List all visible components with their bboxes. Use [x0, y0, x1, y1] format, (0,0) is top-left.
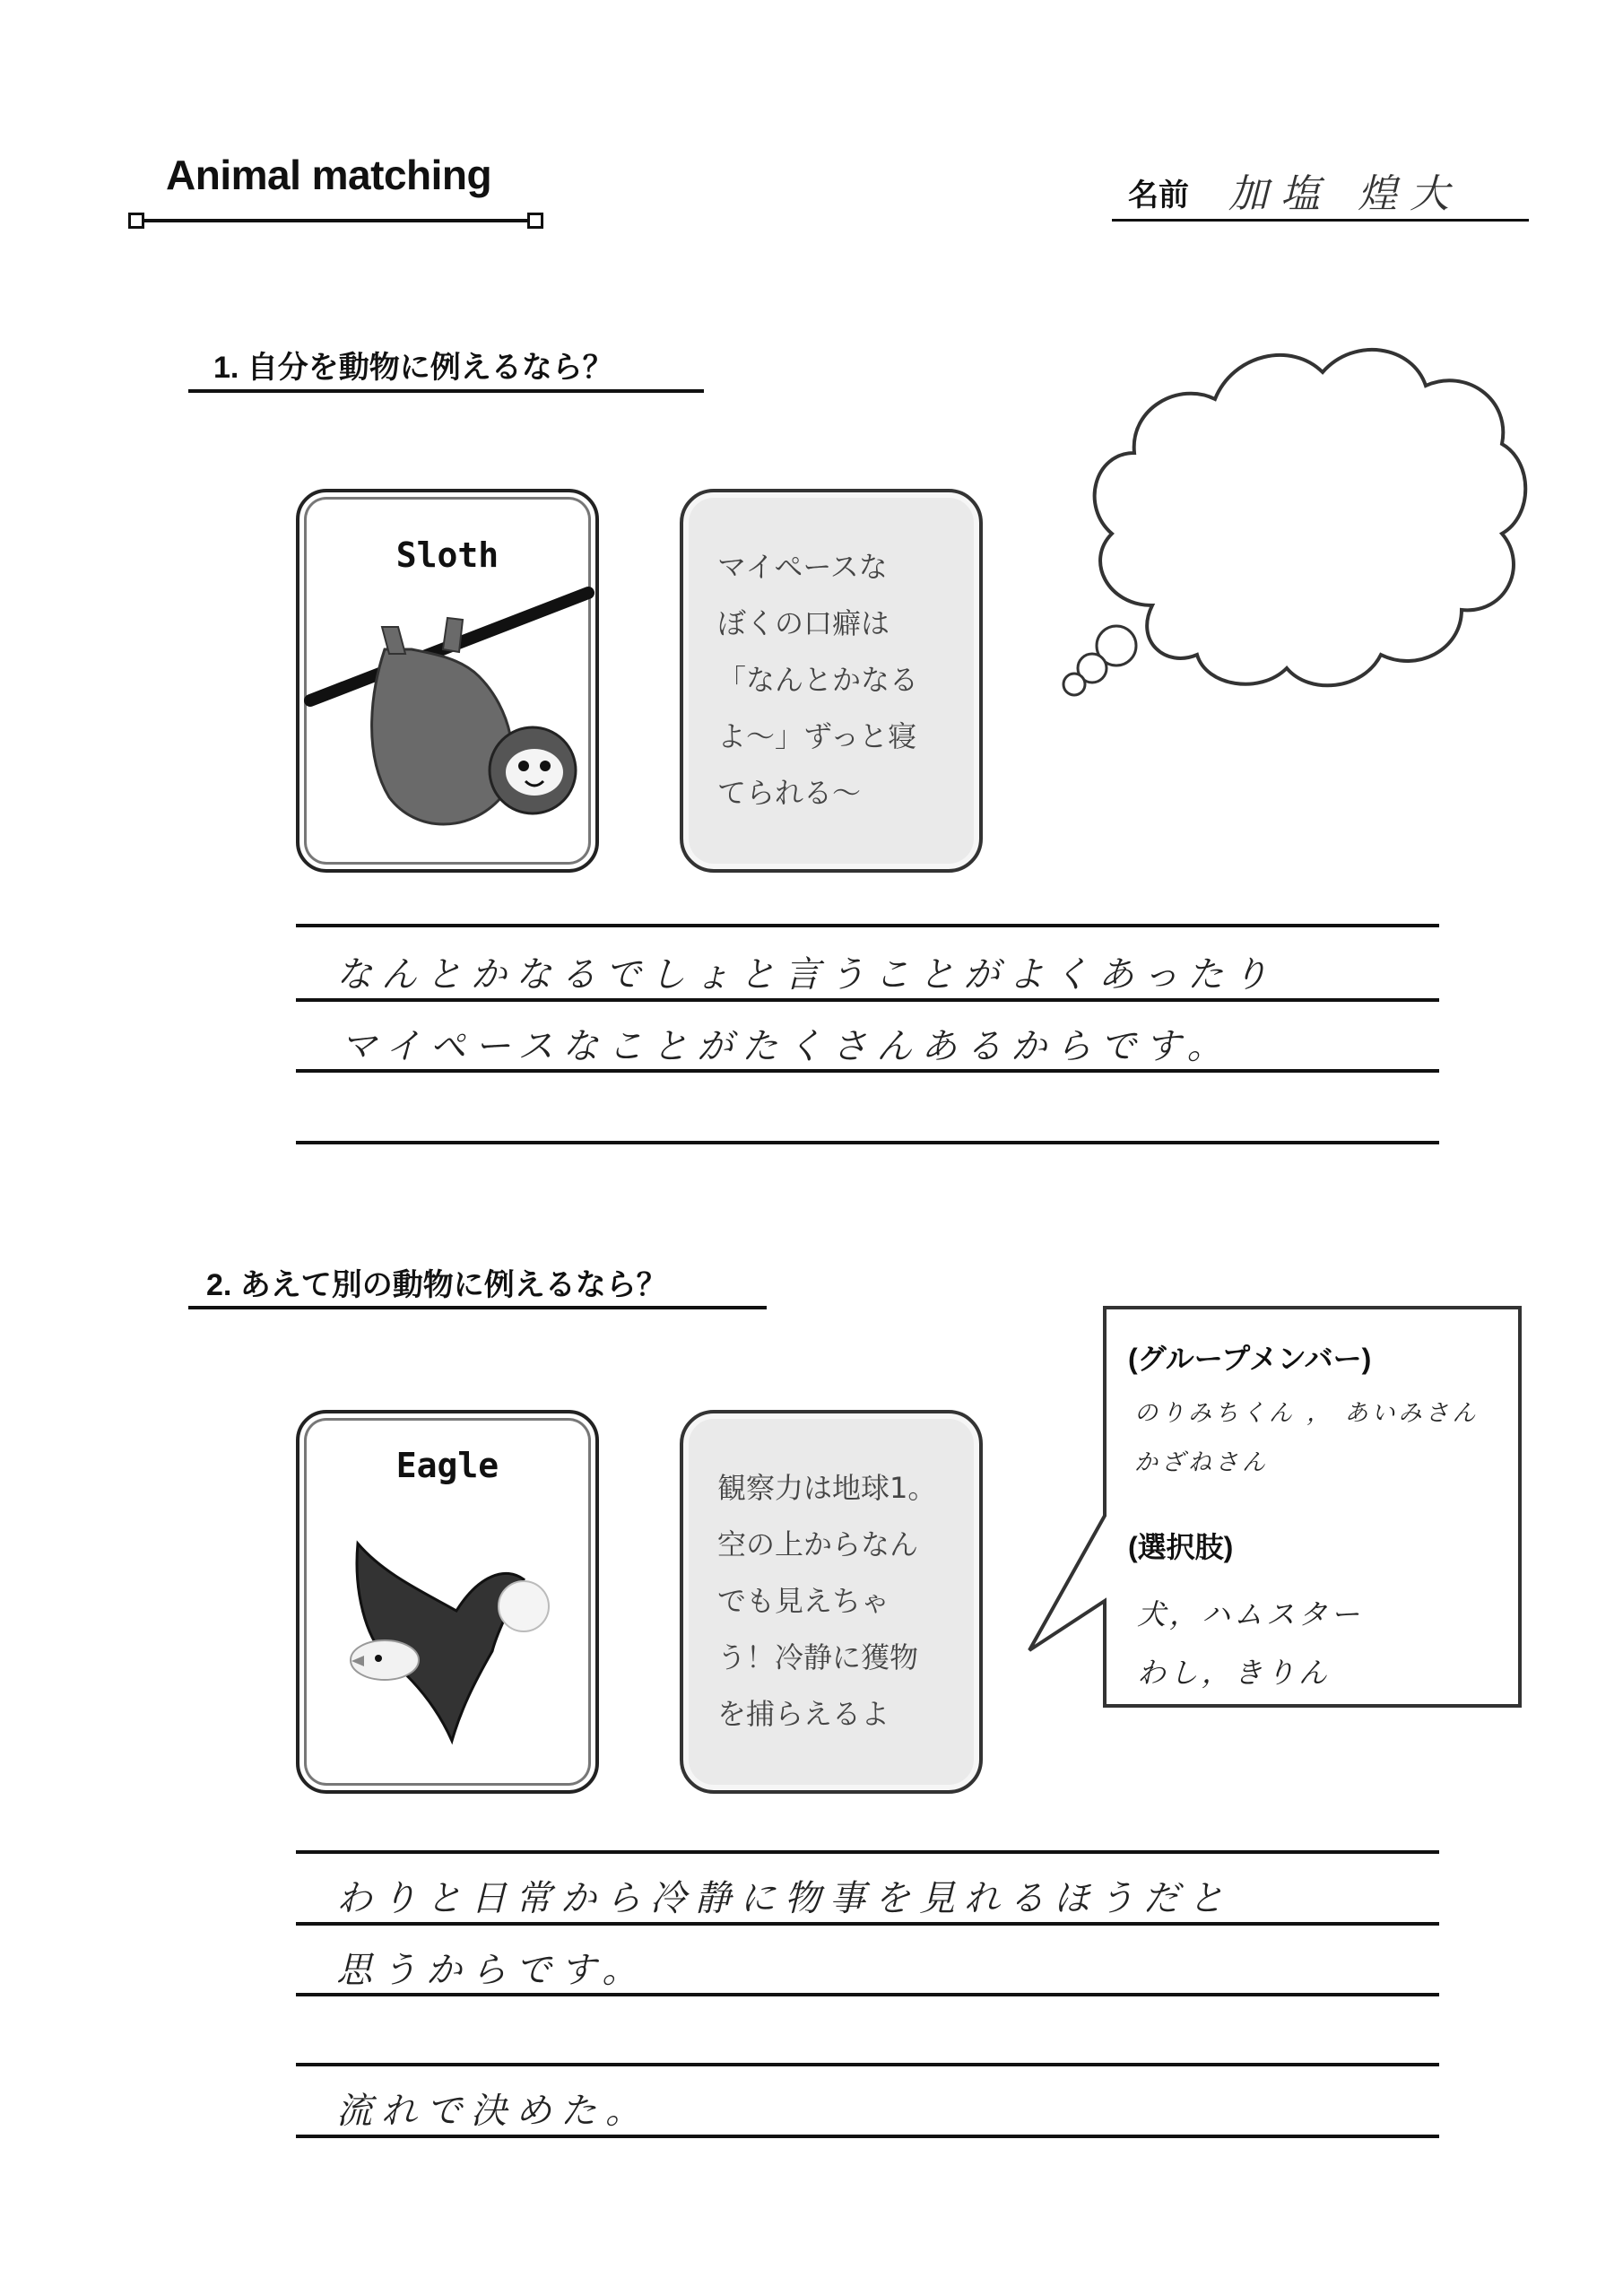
- question-1-underline: [188, 389, 704, 393]
- eagle-card-label: Eagle: [395, 1446, 499, 1485]
- q2-answer-line-rule-2: [296, 1993, 1439, 1996]
- eagle-description-bubble: [680, 1410, 983, 1794]
- sloth-illustration: [299, 492, 595, 869]
- group-members-line-1: のりみちくん ， あいみさん: [1134, 1400, 1480, 1427]
- choices-heading: (選択肢): [1128, 1531, 1234, 1563]
- q1-answer-line-rule-1: [296, 998, 1439, 1002]
- eagle-card: [296, 1410, 599, 1794]
- name-underline: [1112, 219, 1529, 222]
- eagle-description-text: 観察力は地球1。 空の上からなん でも見えちゃ う！冷静に獲物 を捕らえるよ: [717, 1471, 937, 1731]
- question-2-underline: [188, 1306, 767, 1309]
- choices-line-2: わし，きりん: [1137, 1656, 1332, 1690]
- q1-answer-line-1: なんとかなるでしょと言うことがよくあったり: [336, 954, 1278, 996]
- title-underline: [135, 219, 538, 222]
- q2-answer-line-top: [296, 1850, 1439, 1854]
- q2-answer-line-1: わりと日常から冷静に物事を見れるほうだと: [336, 1878, 1233, 1919]
- question-2-heading: 2. あえて別の動物に例えるなら？: [206, 1268, 667, 1302]
- thought-cloud-icon: [1022, 309, 1533, 740]
- worksheet-title: Animal matching: [166, 152, 492, 198]
- q1-answer-line-rule-3: [296, 1141, 1439, 1144]
- q2-answer-line-rule-3: [296, 2063, 1439, 2066]
- sloth-card: [296, 489, 599, 873]
- q2-answer-line-rule-4: [296, 2135, 1439, 2138]
- sloth-card-label: Sloth: [395, 535, 499, 575]
- name-value: 加塩 煌大: [1228, 171, 1462, 217]
- sloth-description-text: マイペースな ぼくの口癖は 「なんとかなる よ〜」ずっと寝 てられる〜: [717, 550, 919, 810]
- name-label: 名前: [1128, 178, 1189, 213]
- choices-line-1: 犬，ハムスター: [1137, 1597, 1364, 1631]
- question-1-heading: 1. 自分を動物に例えるなら？: [213, 351, 613, 385]
- q1-answer-line-rule-2: [296, 1069, 1439, 1073]
- title-underline-handle-right: [527, 213, 543, 229]
- q1-answer-line-top: [296, 924, 1439, 927]
- eagle-illustration: [299, 1413, 595, 1790]
- q2-answer-line-rule-1: [296, 1922, 1439, 1926]
- title-underline-handle-left: [128, 213, 144, 229]
- group-members-line-2: かざねさん: [1134, 1449, 1270, 1476]
- q2-answer-line-2: 思うからです。: [336, 1950, 647, 1991]
- q2-answer-line-4: 流れで決めた。: [336, 2091, 650, 2132]
- group-members-heading: (グループメンバー): [1128, 1343, 1372, 1375]
- sloth-description-bubble: [680, 489, 983, 873]
- q1-answer-line-2: マイペースなことがたくさんあるからです。: [341, 1026, 1232, 1067]
